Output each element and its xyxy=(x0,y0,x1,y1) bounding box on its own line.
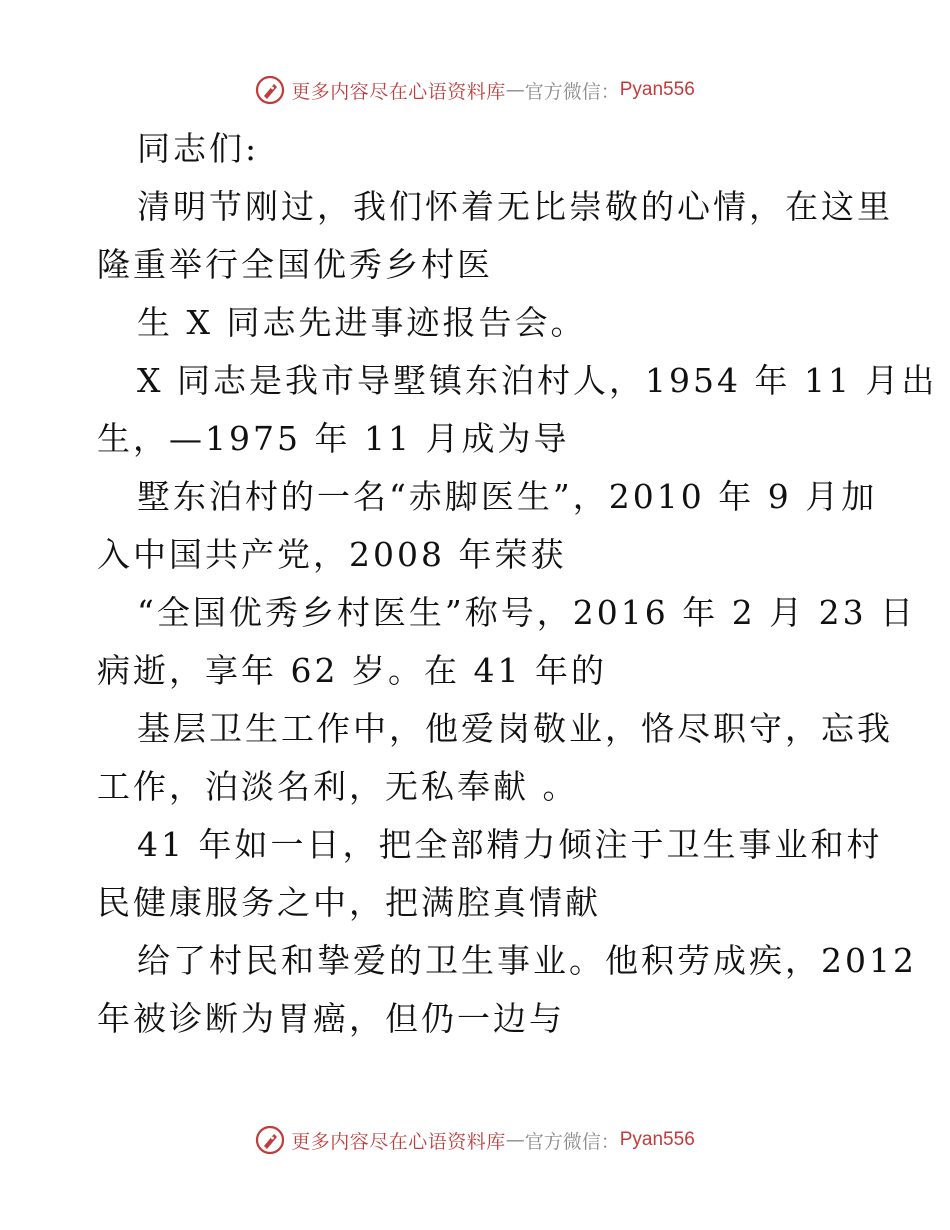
paragraph-line: 入中国共产党，2008 年荣获 xyxy=(97,535,567,574)
paragraph-line: 41 年如一日，把全部精力倾注于卫生事业和村 xyxy=(137,825,883,864)
paragraph-line: 民健康服务之中，把满腔真情献 xyxy=(97,883,601,922)
paragraph-line: 病逝，享年 62 岁。在 41 年的 xyxy=(97,651,607,690)
watermark-text: 更多内容尽在心语资料库 xyxy=(291,80,506,103)
paragraph-line: 生，—1975 年 11 月成为导 xyxy=(97,419,570,458)
paragraph-line: 隆重举行全国优秀乡村医 xyxy=(97,245,493,284)
paragraph-line: 工作，泊淡名利，无私奉献 。 xyxy=(97,767,579,806)
paragraph-line: 基层卫生工作中，他爱岗敬业，恪尽职守，忘我 xyxy=(137,709,893,748)
watermark-label: 官方微信： xyxy=(524,1130,620,1153)
paragraph-line: 年被诊断为胃癌，但仍一边与 xyxy=(97,999,565,1038)
paragraph-line: X 同志是我市导墅镇东泊村人，1954 年 11 月出 xyxy=(137,361,938,400)
document-body xyxy=(97,120,938,1048)
pen-nib-logo-icon xyxy=(255,1125,285,1155)
watermark-dash: — xyxy=(505,79,525,101)
footer-watermark xyxy=(0,1122,950,1158)
paragraph-line: 给了村民和挚爱的卫生事业。他积劳成疾，2012 xyxy=(137,941,917,980)
header-watermark xyxy=(0,72,950,108)
paragraph-line: 生 X 同志先进事迹报告会。 xyxy=(137,303,587,342)
paragraph-line: 墅东泊村的一名“赤脚医生”，2010 年 9 月加 xyxy=(137,477,878,516)
watermark-dash: — xyxy=(505,1129,525,1151)
paragraph-line: 同志们: xyxy=(137,129,260,168)
paragraph-line: 清明节刚过，我们怀着无比崇敬的心情，在这里 xyxy=(137,187,893,226)
paragraph-line: “全国优秀乡村医生”称号，2016 年 2 月 23 日 xyxy=(137,593,917,632)
watermark-text: 更多内容尽在心语资料库 xyxy=(291,1130,506,1153)
pen-nib-logo-icon xyxy=(255,75,285,105)
watermark-label: 官方微信： xyxy=(524,80,620,103)
watermark-wechat-id: Pyan556 xyxy=(619,1129,695,1150)
watermark-wechat-id: Pyan556 xyxy=(619,79,695,100)
